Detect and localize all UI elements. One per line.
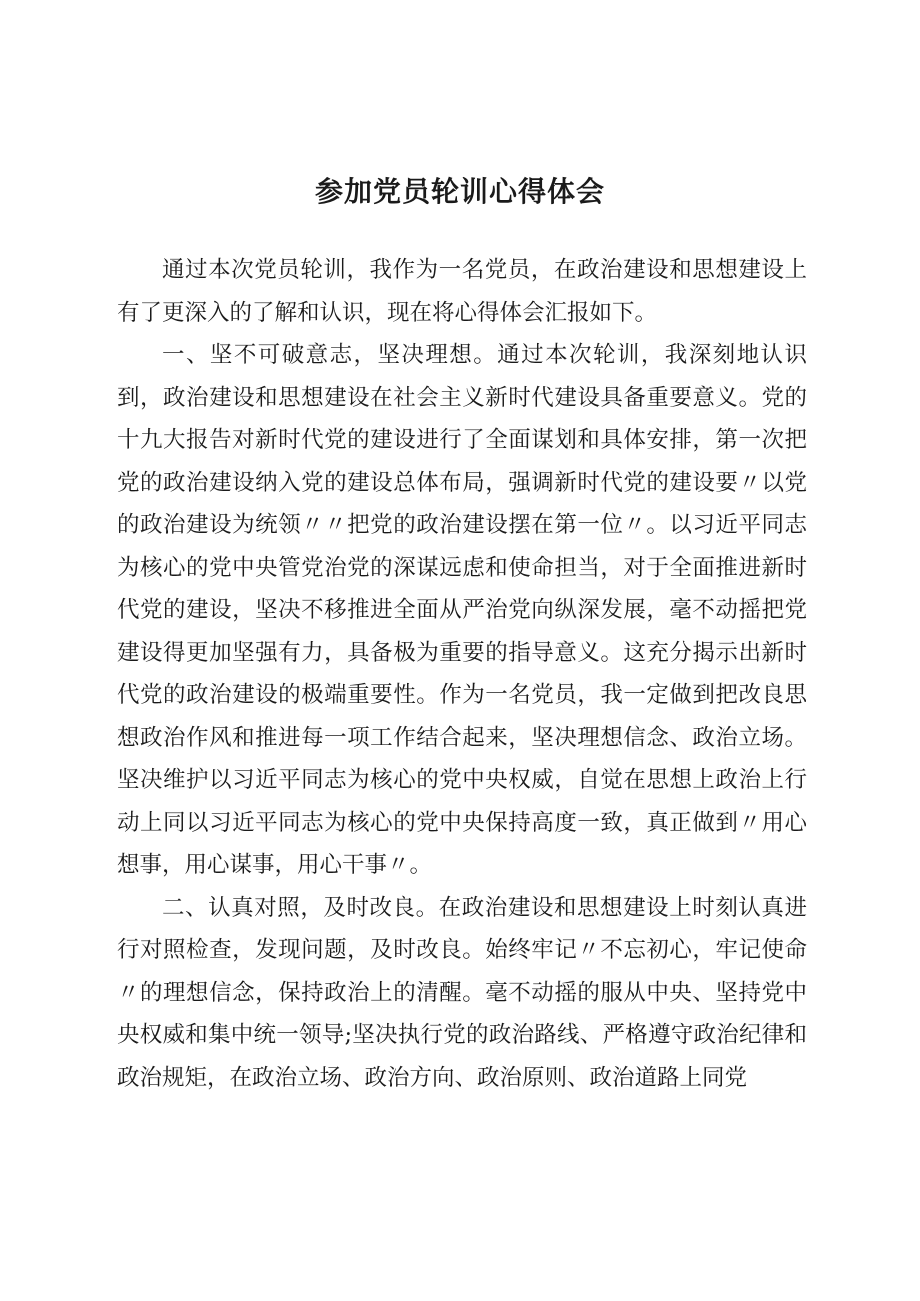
- paragraph-section-two: 二、认真对照，及时改良。在政治建设和思想建设上时刻认真进行对照检查，发现问题，及时改良。始终牢记〃不忘初心，牢记使命〃的理想信念，保持政治上的清醒。毫不动摇的服从中央、坚持党中央权威和集中统一领导;坚决执行党的政治路线、严格遵守政治纪律和政治规矩，在政治立场、政治方向、政治原则、政治道路上同党: [117, 894, 807, 1091]
- document-body: [117, 249, 807, 1099]
- paragraph-section-one: 一、坚不可破意志，坚决理想。通过本次轮训，我深刻地认识到，政治建设和思想建设在社会主义新时代建设具备重要意义。党的十九大报告对新时代党的建设进行了全面谋划和具体安排，第一次把党的政治建设纳入党的建设总体布局，强调新时代党的建设要〃以党的政治建设为统领〃〃把党的政治建设摆在第一位〃。以习近平同志为核心的党中央管党治党的深谋远虑和使命担当，对于全面推进新时代党的建设，坚决不移推进全面从严治党向纵深发展，毫不动摇把党建设得更加坚强有力，具备极为重要的指导意义。这充分揭示出新时代党的政治建设的极端重要性。作为一名党员，我一定做到把改良思想政治作风和推进每一项工作结合起来，坚决理想信念、政治立场。坚决维护以习近平同志为核心的党中央权威，自觉在思想上政治上行动上同以习近平同志为核心的党中央保持高度一致，真正做到〃用心想事，用心谋事，用心干事〃。: [117, 342, 807, 878]
- document-title: 参加党员轮训心得体会: [314, 175, 605, 208]
- paragraph-intro: 通过本次党员轮训，我作为一名党员，在政治建设和思想建设上有了更深入的了解和认识，现在将心得体会汇报如下。: [117, 257, 807, 326]
